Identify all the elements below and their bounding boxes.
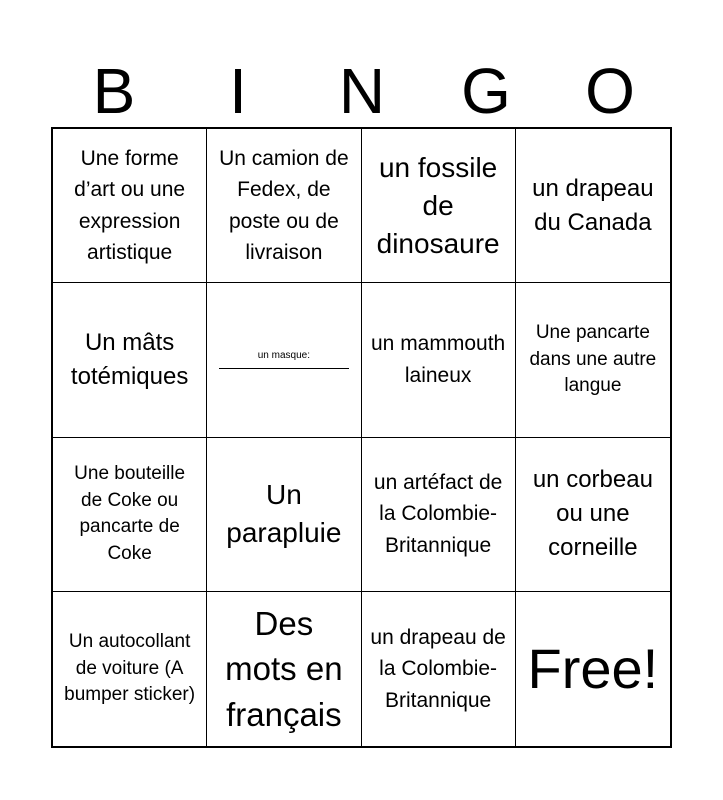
- cell-label: Une bouteille de Coke ou pancarte de Coke: [74, 462, 186, 564]
- header-letter-i: I: [229, 55, 247, 127]
- header-letter-g: G: [461, 55, 511, 127]
- bingo-cell-art[interactable]: [53, 129, 207, 283]
- bingo-cell-bc-flag[interactable]: [362, 592, 516, 746]
- bingo-cell-delivery-truck[interactable]: [207, 129, 361, 283]
- bingo-cell-raven-crow[interactable]: [516, 438, 670, 592]
- bingo-cell-mask[interactable]: [207, 283, 361, 437]
- bingo-cell-french-words[interactable]: [207, 592, 361, 746]
- cell-label: un drapeau de la Colombie-Britannique: [370, 625, 506, 712]
- cell-label: Une pancarte dans une autre langue: [529, 321, 657, 397]
- cell-label: Une forme d’art ou une expression artistique: [74, 146, 186, 265]
- cell-label: Des mots en français: [225, 604, 343, 733]
- bingo-cell-bumper-sticker[interactable]: [53, 592, 207, 746]
- fill-in-line: [219, 368, 349, 369]
- cell-label: un artéfact de la Colombie-Britannique: [373, 470, 503, 557]
- bingo-cell-coke-bottle[interactable]: [53, 438, 207, 592]
- cell-label: un masque:: [257, 350, 310, 362]
- header-letter-b: B: [92, 55, 136, 127]
- header-letter-n: N: [338, 55, 386, 127]
- bingo-board: [51, 127, 672, 748]
- bingo-cell-dinosaur-fossil[interactable]: [362, 129, 516, 283]
- bingo-cell-totem-poles[interactable]: [53, 283, 207, 437]
- bingo-cell-woolly-mammoth[interactable]: [362, 283, 516, 437]
- bingo-cell-other-language-sign[interactable]: [516, 283, 670, 437]
- bingo-cell-umbrella[interactable]: [207, 438, 361, 592]
- bingo-cell-bc-artifact[interactable]: [362, 438, 516, 592]
- bingo-cell-canada-flag[interactable]: [516, 129, 670, 283]
- cell-label: Un autocollant de voiture (A bumper sticker): [64, 630, 196, 706]
- bingo-cell-free[interactable]: [516, 592, 670, 746]
- cell-label: un drapeau du Canada: [532, 174, 654, 236]
- cell-label: Un mâts totémiques: [70, 328, 189, 390]
- cell-label: un mammouth laineux: [371, 332, 506, 387]
- cell-label: Un camion de Fedex, de poste ou de livraison: [219, 146, 349, 265]
- cell-label: un fossile de dinosaure: [376, 151, 500, 259]
- cell-label: Un parapluie: [226, 479, 342, 549]
- bingo-header: [52, 56, 672, 126]
- free-space-label: Free!: [527, 636, 659, 700]
- cell-label: un corbeau ou une corneille: [532, 466, 653, 562]
- header-letter-o: O: [585, 55, 635, 127]
